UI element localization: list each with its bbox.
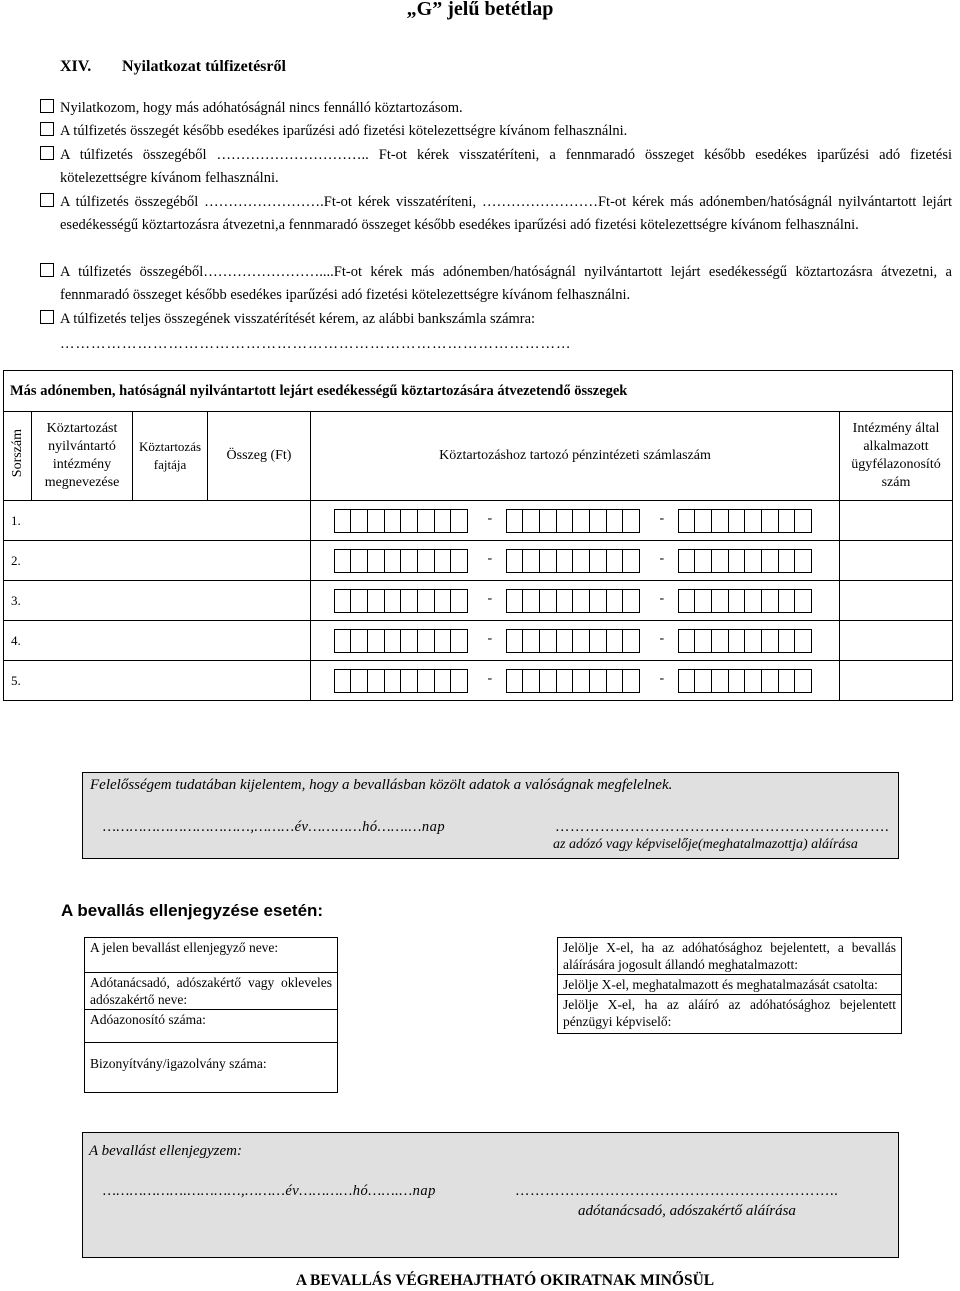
account-digit-box[interactable] [778,629,796,653]
row-index: 2. [4,541,311,581]
account-digit-group [506,629,640,653]
account-digit-box[interactable] [434,509,452,533]
account-digit-box[interactable] [761,669,779,693]
account-digit-box[interactable] [556,549,574,573]
account-digit-box[interactable] [450,629,468,653]
account-digit-box[interactable] [334,629,352,653]
account-cell[interactable] [311,581,840,621]
account-digit-box[interactable] [694,629,712,653]
role-proxy-attached[interactable]: Jelölje X-el, meghatalmazott és meghatalmazását csatolta: [558,975,902,995]
account-digit-box[interactable] [400,589,418,613]
account-digit-box[interactable] [350,589,368,613]
account-digit-box[interactable] [400,549,418,573]
client-id-cell[interactable] [840,541,953,581]
declaration-signature-line[interactable]: …………………………………………………………. [555,819,890,835]
header-amount: Összeg (Ft) [208,412,311,501]
account-digit-box[interactable] [384,549,402,573]
account-digit-box[interactable] [606,669,624,693]
account-digit-box[interactable] [622,629,640,653]
account-digit-box[interactable] [556,629,574,653]
countersign-date-line[interactable]: ……………….…………,………év…………hó…….…nap [103,1183,436,1199]
account-digit-box[interactable] [522,549,540,573]
account-digit-box[interactable] [572,669,590,693]
account-separator: - [487,511,493,526]
account-digit-box[interactable] [334,669,352,693]
account-digit-box[interactable] [434,669,452,693]
account-digit-box[interactable] [450,669,468,693]
account-digit-box[interactable] [794,589,812,613]
table-row [4,581,953,621]
account-digit-box[interactable] [384,589,402,613]
account-digit-box[interactable] [711,629,729,653]
account-digit-box[interactable] [539,509,557,533]
bank-account-line[interactable]: ……………………………………………………………………………………… [60,336,572,352]
account-cell[interactable] [311,661,840,701]
account-digit-box[interactable] [694,589,712,613]
role-financial-representative[interactable]: Jelölje X-el, ha az aláíró az adóhatósághoz bejelentett pénzügyi képviselő: [558,995,902,1034]
account-digit-box[interactable] [711,669,729,693]
account-digit-group [506,549,640,573]
page-title: „G” jelű betétlap [406,0,554,20]
account-digit-box[interactable] [384,629,402,653]
account-separator: - [659,591,665,606]
account-digit-box[interactable] [400,629,418,653]
account-digit-box[interactable] [761,509,779,533]
account-separator: - [659,671,665,686]
account-digit-box[interactable] [539,589,557,613]
account-digit-box[interactable] [450,549,468,573]
account-digit-box[interactable] [589,669,607,693]
header-account: Köztartozáshoz tartozó pénzintézeti számlaszám [311,412,840,501]
certificate-number[interactable]: Bizonyítvány/igazolvány száma: [85,1043,338,1093]
account-digit-box[interactable] [606,509,624,533]
account-digit-box[interactable] [622,669,640,693]
account-digit-box[interactable] [417,629,435,653]
account-digit-box[interactable] [572,589,590,613]
account-digit-group [334,589,468,613]
table-row [4,661,953,701]
option-text: A túlfizetés összegéből ………………………….. Ft-ot kérek visszatéríteni, a fennmaradó összeget később esedékes iparűzési adó fizetési kötelezettségre kívánom felhasználni. [60,147,952,186]
option-text: Nyilatkozom, hogy más adóhatóságnál nincs fennálló köztartozásom. [60,100,463,116]
account-digit-box[interactable] [728,509,746,533]
countersign-signature-caption: adótanácsadó, adószakértő aláírása [578,1203,796,1219]
debt-transfer-table [3,370,953,701]
account-separator: - [487,671,493,686]
account-digit-box[interactable] [728,549,746,573]
account-digit-box[interactable] [678,629,696,653]
account-digit-box[interactable] [417,589,435,613]
countersign-box [82,1132,899,1258]
account-digit-box[interactable] [400,509,418,533]
account-digit-box[interactable] [794,669,812,693]
checkbox[interactable] [40,310,54,324]
account-digit-box[interactable] [794,509,812,533]
account-digit-group [334,669,468,693]
account-digit-box[interactable] [572,629,590,653]
account-digit-group [506,509,640,533]
account-digit-group [678,589,812,613]
account-digit-box[interactable] [694,669,712,693]
account-digit-box[interactable] [522,629,540,653]
option-use-later [40,120,952,143]
option-text: A túlfizetés teljes összegének visszatérítését kérem, az alábbi bankszámla számra: [60,311,536,327]
countersigner-role-table [557,937,902,1034]
role-permanent-proxy[interactable]: Jelölje X-el, ha az adóhatósághoz bejelentett, a bevallás aláírására jogosult állandó meghatalmazott: [558,938,902,975]
account-digit-box[interactable] [728,629,746,653]
account-digit-box[interactable] [539,549,557,573]
account-digit-box[interactable] [400,669,418,693]
account-digit-box[interactable] [350,509,368,533]
option-text: A túlfizetés összegéből …………………….Ft-ot kérek visszatéríteni, ……………………Ft-ot kérek más adónemben/hatóságnál nyilvántartott lejárt esedékességű köztartozásra átvezetni,a fennmaradó összeget később esedékes iparűzési adó fizetési kötelezettségre kívánom felhasználni. [60,194,952,233]
account-digit-box[interactable] [334,509,352,533]
account-digit-box[interactable] [711,589,729,613]
account-separator: - [659,551,665,566]
account-digit-box[interactable] [744,589,762,613]
account-digit-group [334,549,468,573]
option-text: A túlfizetés összegéből……………………....Ft-ot kérek más adónemben/hatóságnál nyilvántartott lejárt esedékességű köztartozásra átvezetni, a fennmaradó összeget később esedékes iparűzési adó fizetési kötelezettségre kívánom felhasználni. [60,264,952,303]
option-transfer [40,261,952,306]
account-digit-box[interactable] [350,549,368,573]
account-digit-box[interactable] [728,669,746,693]
account-digit-box[interactable] [678,669,696,693]
section-title: Nyilatkozat túlfizetésről [122,58,286,75]
countersigner-name[interactable]: A jelen bevallást ellenjegyző neve: [85,938,338,973]
account-digit-box[interactable] [589,549,607,573]
account-digit-box[interactable] [434,629,452,653]
account-digit-box[interactable] [367,669,385,693]
account-digit-box[interactable] [417,669,435,693]
account-digit-box[interactable] [622,509,640,533]
account-digit-box[interactable] [506,629,524,653]
account-digit-box[interactable] [450,509,468,533]
account-digit-box[interactable] [678,549,696,573]
account-digit-box[interactable] [522,589,540,613]
account-digit-box[interactable] [778,549,796,573]
row-index: 3. [4,581,311,621]
checkbox[interactable] [40,263,54,277]
account-digit-box[interactable] [711,549,729,573]
checkbox[interactable] [40,193,54,207]
account-digit-box[interactable] [506,589,524,613]
table-row [4,501,953,541]
account-digit-box[interactable] [761,589,779,613]
account-digit-group [678,629,812,653]
account-digit-box[interactable] [622,549,640,573]
declaration-statement: Felelősségem tudatában kijelentem, hogy a bevallásban közölt adatok a valóságnak megfelelnek. [90,777,673,793]
account-digit-box[interactable] [694,509,712,533]
account-digit-box[interactable] [384,669,402,693]
account-digit-box[interactable] [384,509,402,533]
account-separator: - [659,511,665,526]
account-digit-box[interactable] [606,589,624,613]
option-refund-and-transfer [40,191,952,236]
account-separator: - [487,631,493,646]
advisor-name[interactable]: Adótanácsadó, adószakértő vagy okleveles adószakértő neve: [85,973,338,1010]
option-no-debt [40,97,952,120]
table-row [4,541,953,581]
table-row [4,621,953,661]
account-digit-box[interactable] [744,549,762,573]
account-digit-box[interactable] [778,669,796,693]
declaration-signature-caption: az adózó vagy képviselője(meghatalmazottja) aláírása [553,837,858,852]
declaration-date-line[interactable]: ……………………………,………év…………hó…….…nap [103,819,446,835]
account-digit-box[interactable] [744,509,762,533]
declaration-box [82,772,899,859]
account-digit-box[interactable] [350,629,368,653]
account-digit-group [506,589,640,613]
account-digit-box[interactable] [367,549,385,573]
account-digit-box[interactable] [572,549,590,573]
account-digit-box[interactable] [589,629,607,653]
account-digit-box[interactable] [434,549,452,573]
account-cell[interactable] [311,501,840,541]
section-heading [60,58,286,76]
account-digit-box[interactable] [606,549,624,573]
account-digit-group [334,629,468,653]
account-digit-group [334,509,468,533]
account-digit-box[interactable] [417,549,435,573]
table-caption: Más adónemben, hatóságnál nyilvántartott lejárt esedékességű köztartozására átvezetendő összegek [4,371,953,412]
account-digit-group [678,669,812,693]
footer-notice: A BEVALLÁS VÉGREHAJTHATÓ OKIRATNAK MINŐSÜL [295,1272,715,1289]
client-id-cell[interactable] [840,501,953,541]
account-digit-box[interactable] [556,509,574,533]
account-digit-box[interactable] [506,509,524,533]
checkbox[interactable] [40,122,54,136]
countersign-label: A bevallást ellenjegyzem: [89,1143,243,1159]
header-debt-type: Köztartozás fajtája [133,412,208,501]
account-digit-box[interactable] [522,669,540,693]
account-digit-box[interactable] [572,509,590,533]
account-digit-group [506,669,640,693]
header-institution: Köztartozást nyilvántartó intézmény megnevezése [32,412,133,501]
row-index: 4. [4,621,311,661]
account-digit-box[interactable] [334,549,352,573]
account-digit-box[interactable] [350,669,368,693]
option-partial-refund [40,144,952,189]
countersign-heading: A bevallás ellenjegyzése esetén: [61,901,324,920]
account-digit-box[interactable] [794,549,812,573]
account-digit-box[interactable] [367,629,385,653]
account-digit-box[interactable] [522,509,540,533]
account-digit-box[interactable] [778,509,796,533]
account-separator: - [487,551,493,566]
account-digit-box[interactable] [744,669,762,693]
account-digit-box[interactable] [434,589,452,613]
countersign-signature-line[interactable]: ……………………………………………………….. [515,1183,839,1199]
account-digit-box[interactable] [794,629,812,653]
header-client-id: Intézmény által alkalmazott ügyfélazonosító szám [840,412,953,501]
option-full-refund [40,308,952,331]
account-separator: - [487,591,493,606]
account-digit-box[interactable] [744,629,762,653]
account-digit-box[interactable] [761,629,779,653]
account-digit-box[interactable] [589,589,607,613]
client-id-cell[interactable] [840,661,953,701]
account-digit-box[interactable] [556,669,574,693]
account-digit-box[interactable] [506,669,524,693]
row-index: 1. [4,501,311,541]
header-sorszam: Sorszám [4,412,32,501]
account-cell[interactable] [311,541,840,581]
checkbox[interactable] [40,99,54,113]
option-text: A túlfizetés összegét később esedékes iparűzési adó fizetési kötelezettségre kívánom felhasználni. [60,123,628,139]
account-digit-box[interactable] [539,629,557,653]
account-digit-box[interactable] [367,589,385,613]
account-digit-box[interactable] [694,549,712,573]
account-digit-box[interactable] [334,589,352,613]
account-digit-box[interactable] [506,549,524,573]
account-digit-box[interactable] [678,589,696,613]
account-digit-box[interactable] [539,669,557,693]
account-digit-box[interactable] [711,509,729,533]
section-number: XIV. [60,58,92,75]
client-id-cell[interactable] [840,581,953,621]
client-id-cell[interactable] [840,621,953,661]
account-digit-box[interactable] [761,549,779,573]
account-digit-box[interactable] [622,589,640,613]
account-digit-group [678,549,812,573]
account-digit-box[interactable] [556,589,574,613]
row-index: 5. [4,661,311,701]
table-header-row [4,412,953,501]
account-digit-group [678,509,812,533]
tax-id[interactable]: Adóazonosító száma: [85,1010,338,1043]
countersigner-details-table [84,937,338,1093]
account-digit-box[interactable] [450,589,468,613]
account-digit-box[interactable] [417,509,435,533]
account-digit-box[interactable] [606,629,624,653]
account-digit-box[interactable] [367,509,385,533]
account-digit-box[interactable] [589,509,607,533]
account-digit-box[interactable] [778,589,796,613]
account-cell[interactable] [311,621,840,661]
account-separator: - [659,631,665,646]
account-digit-box[interactable] [728,589,746,613]
account-digit-box[interactable] [678,509,696,533]
checkbox[interactable] [40,146,54,160]
